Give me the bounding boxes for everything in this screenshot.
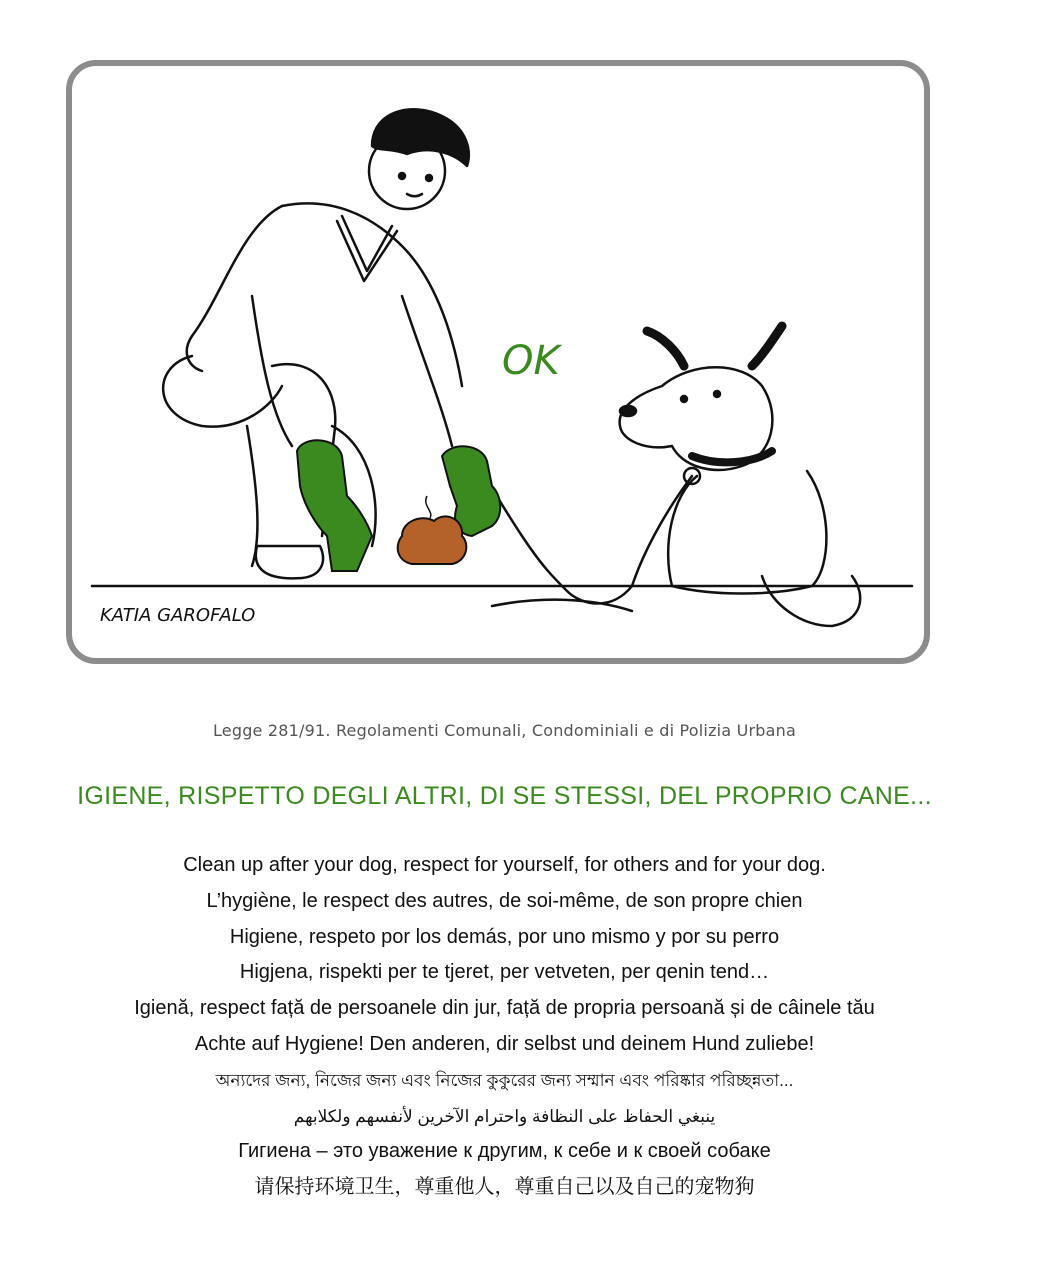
left-glove [297, 440, 372, 571]
translation-chinese: 请保持环境卫生，尊重他人，尊重自己以及自己的宠物狗 [254, 1176, 755, 1199]
translations-list [0, 848, 1009, 1206]
translation-spanish: Higiene, respeto por los demás, por uno mismo y por su perro [229, 925, 780, 948]
translation-albanian: Higjena, rispekti per te tjeret, per vetveten, per qenin tend… [239, 961, 770, 984]
leash [482, 476, 692, 604]
translation-russian: Гигиена – это уважение к другим, к себе и к своей собаке [238, 1140, 771, 1163]
translation-german: Achte auf Hygiene! Den anderen, dir selbst und deinem Hund zuliebe! [194, 1032, 815, 1055]
man-hair [372, 109, 469, 166]
artist-signature: KATIA GAROFALO [100, 605, 256, 626]
dog-ear-right [752, 326, 782, 366]
translation-romanian: Igienă, respect față de persoanele din jur, față de propria persoană și de câinele tău [134, 997, 875, 1020]
law-caption: Legge 281/91. Regolamenti Comunali, Condominiali e di Polizia Urbana [212, 721, 797, 740]
dog-collar [692, 451, 772, 462]
page-headline: IGIENE, RISPETTO DEGLI ALTRI, DI SE STESSI, DEL PROPRIO CANE... [77, 782, 932, 810]
man-sweater [187, 206, 282, 371]
ok-label: OK [502, 338, 560, 384]
translation-english: Clean up after your dog, respect for yourself, for others and for your dog. [183, 854, 826, 876]
dog-ear-left [647, 331, 684, 366]
dog-poop [398, 516, 467, 564]
illustration-frame [66, 60, 930, 664]
man-shoe [256, 546, 323, 578]
translation-arabic: ينبغي الحفاظ على النظافة واحترام الآخرين لأنفسهم ولكلابهم [293, 1106, 716, 1126]
dog-body [668, 471, 826, 594]
translation-bengali: অন্যদের জন্য, নিজের জন্য এবং নিজের কুকুরের জন্য সম্মান এবং পরিষ্কার পরিচ্ছন্নতা... [215, 1070, 794, 1090]
dog-owner-illustration [72, 66, 924, 658]
translation-french: L’hygiène, le respect des autres, de soi-même, de son propre chien [206, 889, 803, 912]
